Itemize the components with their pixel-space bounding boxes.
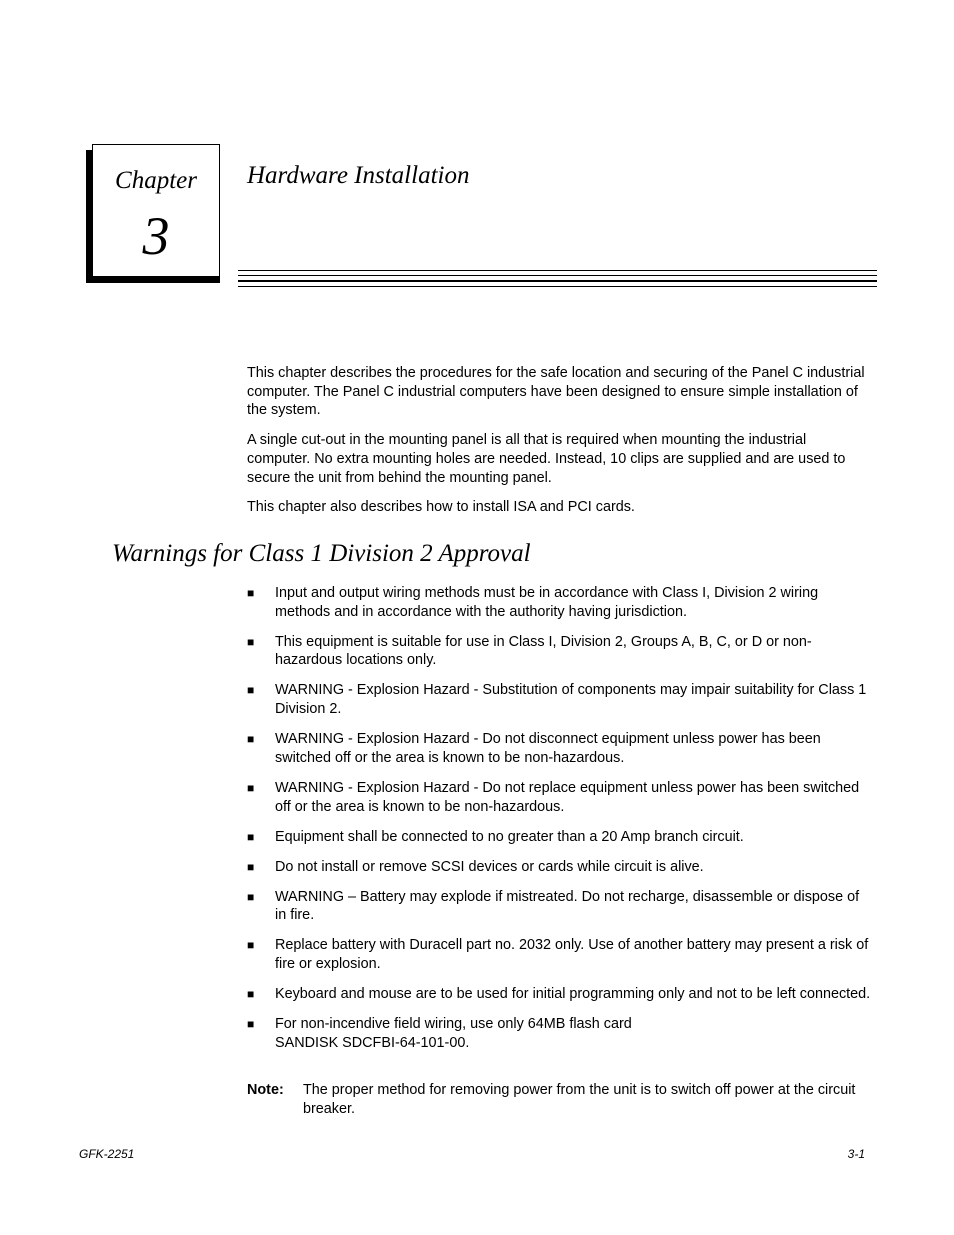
bullet-square-icon: ■ xyxy=(247,889,255,904)
intro-text xyxy=(247,364,872,528)
footer-doc-id: GFK-2251 xyxy=(79,1147,135,1161)
warning-item xyxy=(247,888,872,925)
bullet-square-icon: ■ xyxy=(247,1016,255,1031)
warning-text: WARNING - Explosion Hazard - Substitution of components may impair suitability for Class 1 Division 2. xyxy=(275,682,867,718)
note-text: The proper method for removing power from the unit is to switch off power at the circuit breaker. xyxy=(303,1082,856,1117)
bullet-square-icon: ■ xyxy=(247,634,255,649)
bullet-square-icon: ■ xyxy=(247,586,255,600)
warning-text: WARNING - Explosion Hazard - Do not disconnect equipment unless power has been switched off or the area is known to be non-hazardous. xyxy=(275,731,821,766)
warning-item xyxy=(247,730,872,767)
footer-page-number: 3-1 xyxy=(847,1147,865,1161)
warning-text: Keyboard and mouse are to be used for initial programming only and not to be left connected. xyxy=(275,985,871,1002)
chapter-title: Hardware Installation xyxy=(247,162,470,189)
bullet-square-icon: ■ xyxy=(247,732,255,747)
warning-text: Do not install or remove SCSI devices or cards while circuit is alive. xyxy=(275,858,704,875)
warning-text: For non-incendive field wiring, use only 64MB flash card SANDISK SDCFBI-64-101-00. xyxy=(275,1015,632,1051)
warning-text: Replace battery with Duracell part no. 2032 only. Use of another battery may present a risk of fire or explosion. xyxy=(275,937,869,972)
warning-text: Input and output wiring methods must be in accordance with Class I, Division 2 wiring methods and in accordance with the authority having jurisdiction. xyxy=(275,585,819,620)
note-label: Note: xyxy=(247,1082,284,1098)
bullet-square-icon: ■ xyxy=(247,780,255,795)
warning-item xyxy=(247,633,872,670)
intro-paragraph: A single cut-out in the mounting panel is all that is required when mounting the industrial computer. No extra mounting holes are needed. Instead, 10 clips are supplied and are used to secure the unit from behind the mounting panel. xyxy=(247,432,846,486)
intro-paragraph: This chapter describes the procedures for the safe location and securing of the Panel C industrial computer. The Panel C industrial computers have been designed to ensure simple installation of the system. xyxy=(247,365,865,419)
title-rule xyxy=(238,275,877,276)
warning-item xyxy=(247,828,872,847)
bullet-square-icon: ■ xyxy=(247,938,255,953)
warning-item xyxy=(247,858,872,877)
warning-text: Equipment shall be connected to no greater than a 20 Amp branch circuit. xyxy=(275,828,744,845)
chapter-label: Chapter xyxy=(115,167,197,194)
warning-text: WARNING – Battery may explode if mistreated. Do not recharge, disassemble or dispose of in fire. xyxy=(275,888,860,924)
bullet-square-icon: ■ xyxy=(247,859,255,874)
bullet-square-icon: ■ xyxy=(247,829,255,844)
chapter-number: 3 xyxy=(142,206,170,266)
warning-list xyxy=(247,584,872,1064)
intro-paragraph: This chapter also describes how to install ISA and PCI cards. xyxy=(247,499,635,516)
bullet-square-icon: ■ xyxy=(247,986,255,1001)
chapter-box xyxy=(86,144,220,283)
warning-item xyxy=(247,681,872,718)
title-rule xyxy=(238,270,877,271)
warning-item xyxy=(247,584,872,621)
title-rule xyxy=(238,280,877,282)
bullet-square-icon: ■ xyxy=(247,683,255,698)
chapter-box-inner xyxy=(92,144,220,277)
warning-text: This equipment is suitable for use in Class I, Division 2, Groups A, B, C, or D or non-hazardous locations only. xyxy=(275,633,812,669)
warning-item xyxy=(247,1015,872,1052)
note xyxy=(247,1081,872,1118)
section-heading: Warnings for Class 1 Division 2 Approval xyxy=(112,540,531,567)
warning-item xyxy=(247,985,872,1004)
warning-item xyxy=(247,936,872,973)
warning-text: WARNING - Explosion Hazard - Do not replace equipment unless power has been switched off or the area is known to be non-hazardous. xyxy=(275,779,860,815)
warning-item xyxy=(247,779,872,816)
title-rule xyxy=(238,286,877,287)
